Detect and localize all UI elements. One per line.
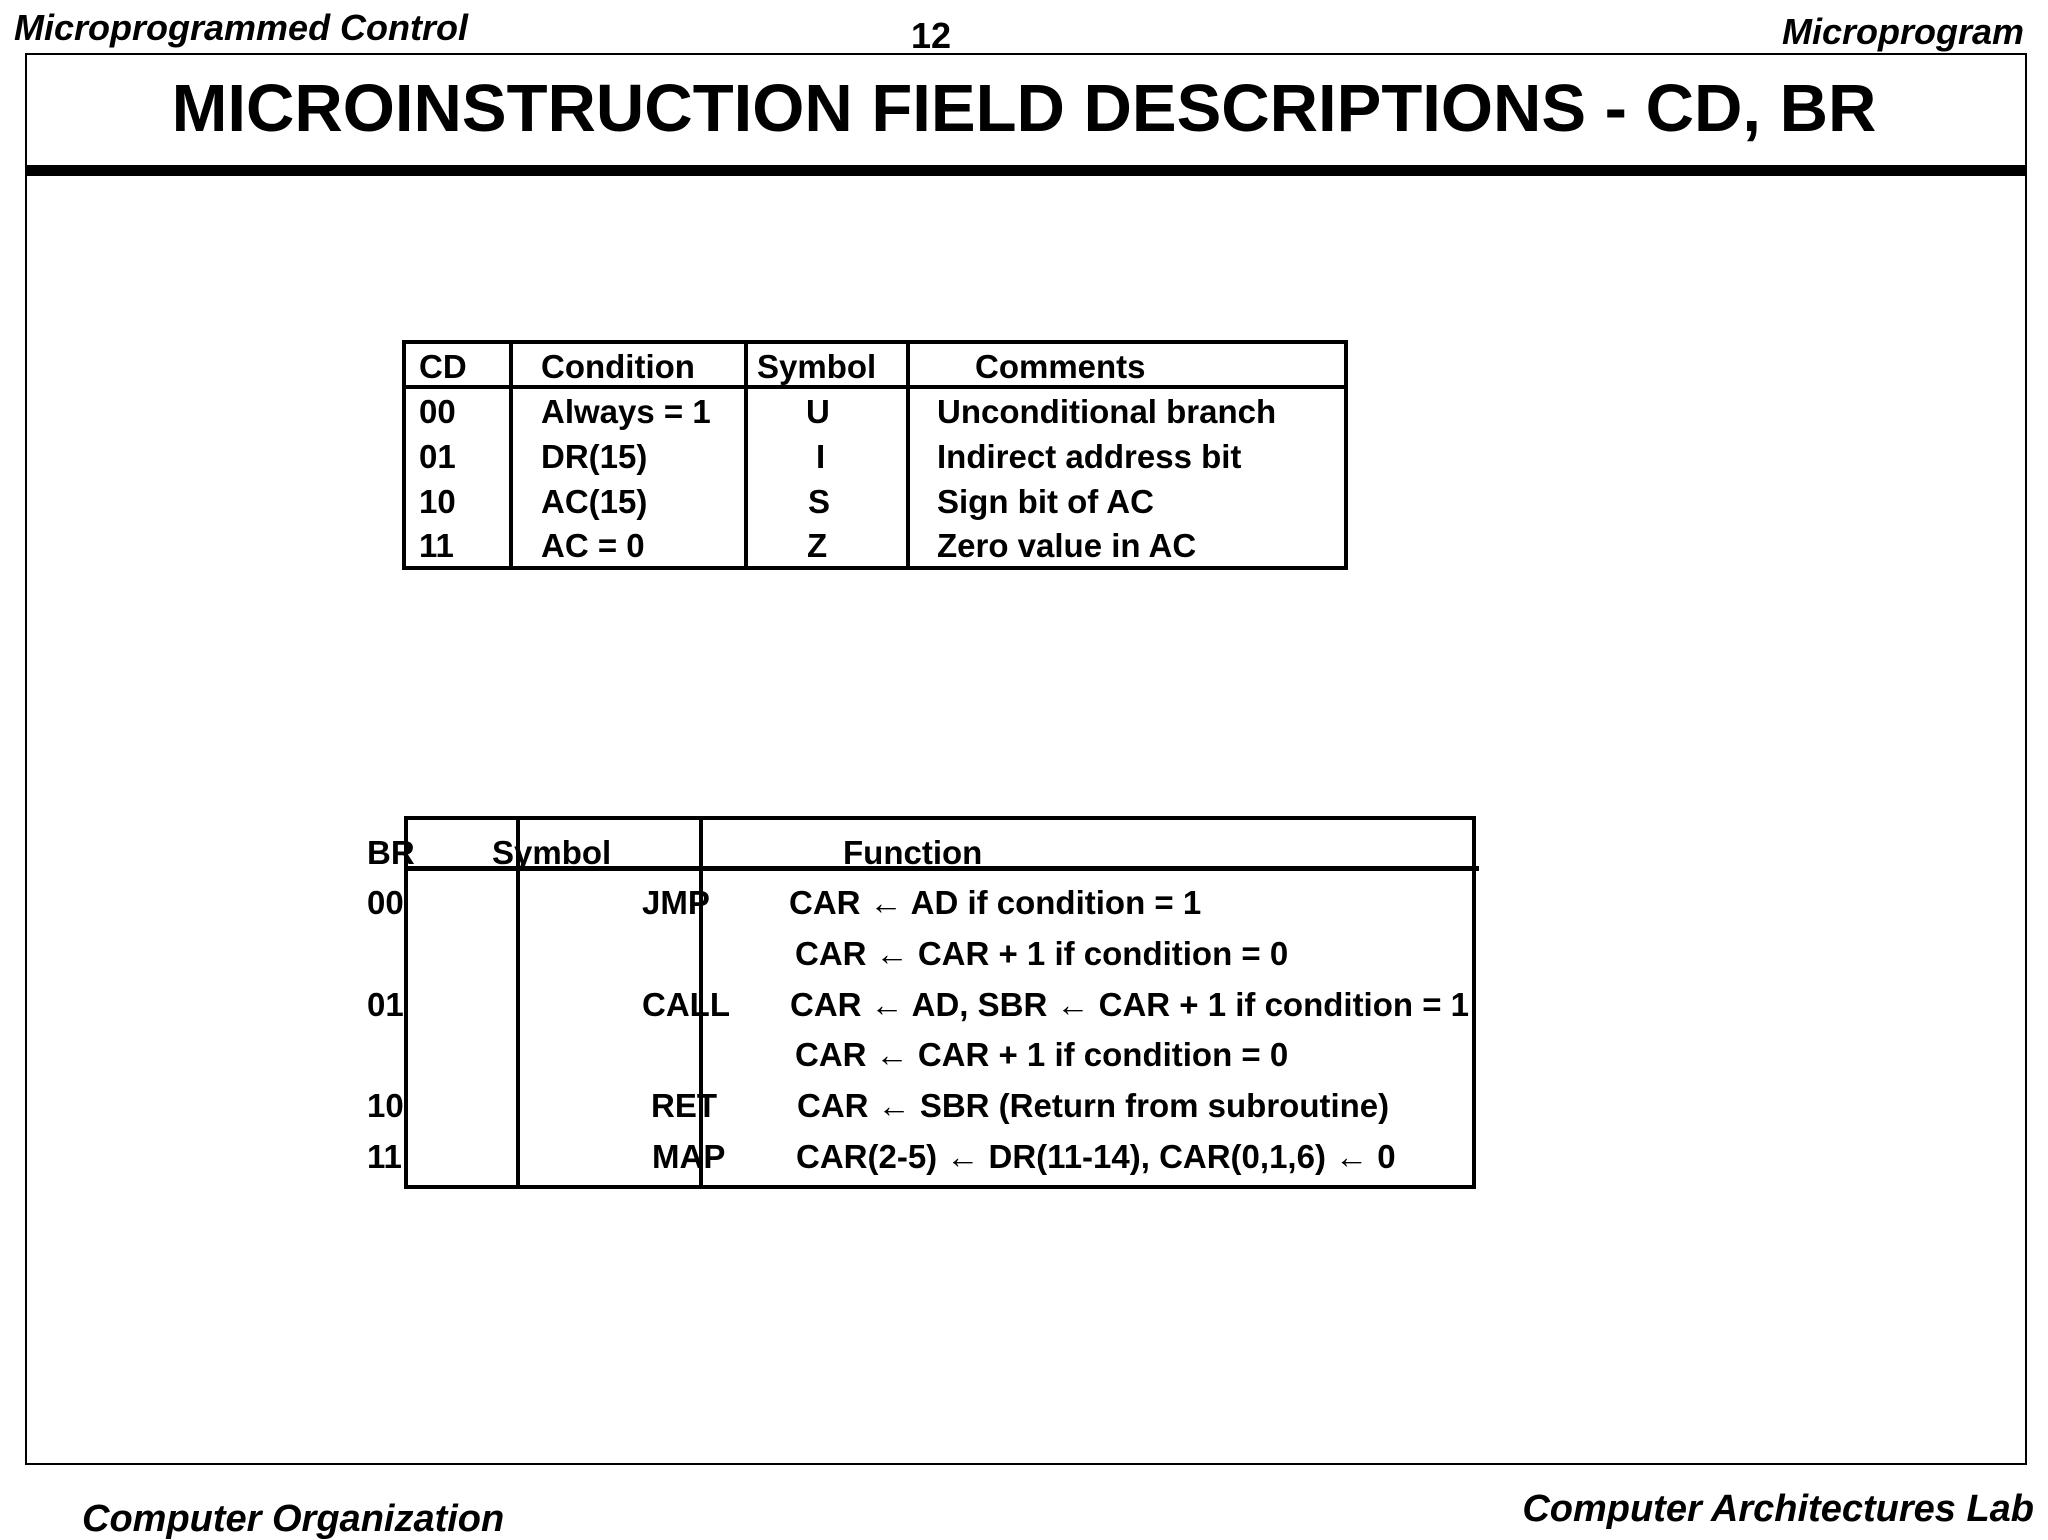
cd-header-condition: Condition bbox=[541, 348, 695, 385]
title-divider bbox=[25, 165, 2027, 176]
cd-table-column-divider bbox=[744, 340, 748, 570]
footer-lab: Computer Architectures Lab bbox=[1522, 1488, 2034, 1530]
cd-cell-condition: AC(15) bbox=[541, 483, 648, 520]
cd-cell-comment: Unconditional branch bbox=[937, 393, 1277, 430]
cd-cell-condition: Always = 1 bbox=[541, 393, 711, 430]
page-title: MICROINSTRUCTION FIELD DESCRIPTIONS - CD, BR bbox=[171, 71, 1877, 146]
cd-header-cd: CD bbox=[419, 348, 467, 385]
br-cell-function: CAR ← AD, SBR ← CAR + 1 if condition = 1 bbox=[790, 986, 1469, 1023]
br-cell-function: CAR ← SBR (Return from subroutine) bbox=[797, 1087, 1390, 1124]
br-cell-symbol: JMP bbox=[642, 884, 710, 921]
footer-course: Computer Organization bbox=[82, 1498, 505, 1540]
cd-header-comments: Comments bbox=[975, 348, 1146, 385]
br-cell-code: 11 bbox=[367, 1138, 402, 1175]
br-header-function: Function bbox=[843, 834, 983, 871]
cd-cell-symbol: S bbox=[808, 483, 831, 520]
header-section: Microprogram bbox=[1781, 11, 2024, 52]
br-header-br: BR bbox=[367, 834, 415, 871]
br-cell-symbol: MAP bbox=[652, 1138, 726, 1175]
cd-cell-code: 01 bbox=[419, 438, 456, 475]
cd-header-symbol: Symbol bbox=[757, 348, 877, 385]
cd-cell-comment: Sign bit of AC bbox=[937, 483, 1154, 520]
br-cell-symbol: RET bbox=[651, 1087, 717, 1124]
br-cell-code: 00 bbox=[367, 884, 404, 921]
br-cell-function: CAR(2-5) ← DR(11-14), CAR(0,1,6) ← 0 bbox=[796, 1138, 1396, 1175]
cd-cell-comment: Zero value in AC bbox=[937, 527, 1197, 564]
br-cell-function: CAR ← CAR + 1 if condition = 0 bbox=[795, 1036, 1289, 1073]
cd-table-header-divider bbox=[402, 385, 1348, 389]
cd-cell-condition: DR(15) bbox=[541, 438, 648, 475]
cd-table-column-divider bbox=[906, 340, 910, 570]
cd-table-column-divider bbox=[509, 340, 513, 570]
slide-frame bbox=[25, 53, 2027, 1465]
header-course-topic: Microprogrammed Control bbox=[14, 7, 469, 48]
br-header-symbol: Symbol bbox=[492, 834, 612, 871]
br-cell-function: CAR ← AD if condition = 1 bbox=[789, 884, 1202, 921]
cd-cell-symbol: Z bbox=[807, 527, 828, 564]
cd-cell-code: 11 bbox=[419, 527, 454, 564]
cd-cell-code: 00 bbox=[419, 393, 456, 430]
cd-cell-condition: AC = 0 bbox=[541, 527, 645, 564]
br-cell-function: CAR ← CAR + 1 if condition = 0 bbox=[795, 935, 1289, 972]
cd-cell-symbol: I bbox=[816, 438, 826, 475]
br-cell-code: 01 bbox=[367, 986, 404, 1023]
page-number: 12 bbox=[911, 15, 952, 56]
cd-cell-symbol: U bbox=[806, 393, 830, 430]
br-cell-code: 10 bbox=[367, 1087, 404, 1124]
cd-cell-comment: Indirect address bit bbox=[937, 438, 1242, 475]
br-cell-symbol: CALL bbox=[642, 986, 730, 1023]
cd-cell-code: 10 bbox=[419, 483, 456, 520]
br-table-column-divider bbox=[516, 816, 520, 1189]
